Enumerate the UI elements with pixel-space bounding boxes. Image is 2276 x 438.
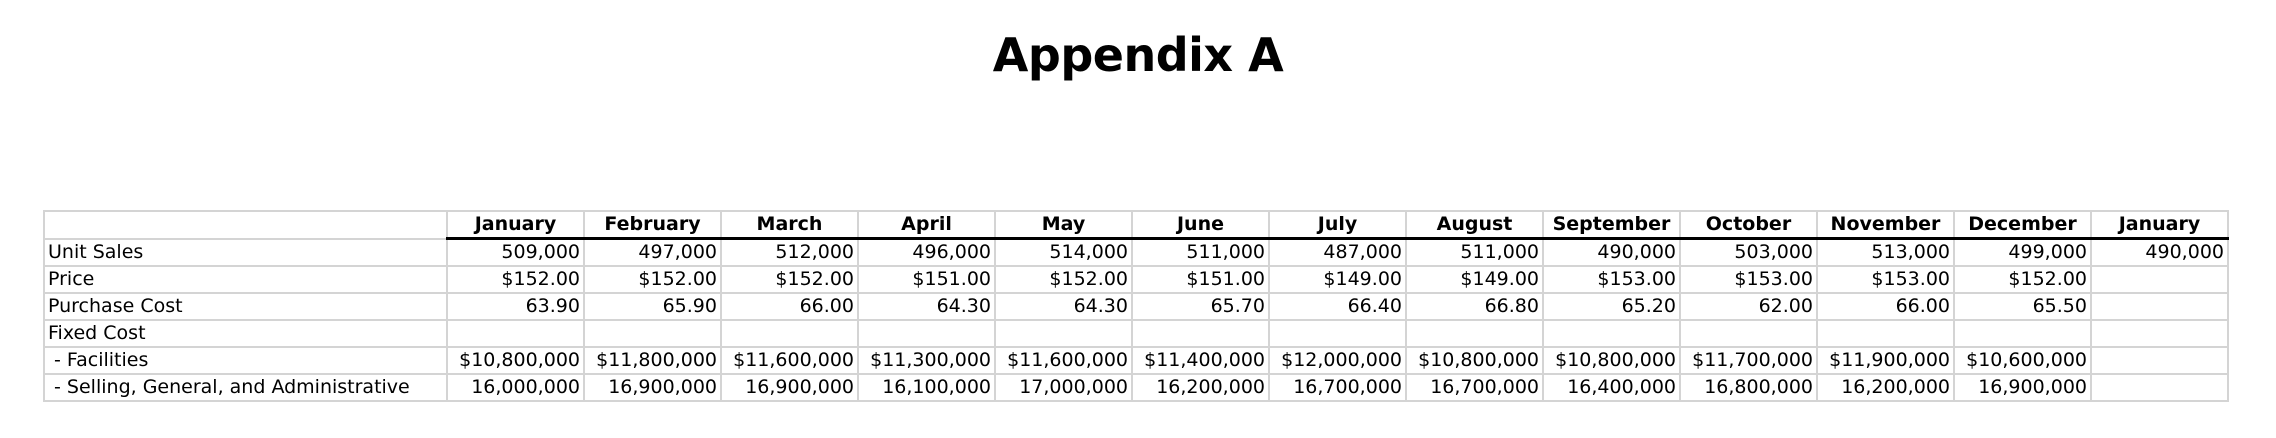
table-cell[interactable]: 16,200,000 bbox=[1132, 374, 1269, 401]
table-cell[interactable]: 496,000 bbox=[858, 239, 995, 267]
table-cell[interactable] bbox=[2091, 320, 2228, 347]
table-cell[interactable]: 16,800,000 bbox=[1680, 374, 1817, 401]
row-label[interactable]: - Facilities bbox=[44, 347, 447, 374]
table-cell[interactable]: 66.00 bbox=[721, 293, 858, 320]
table-cell[interactable]: $11,800,000 bbox=[584, 347, 721, 374]
table-cell[interactable] bbox=[1680, 320, 1817, 347]
table-cell[interactable]: $151.00 bbox=[858, 266, 995, 293]
table-cell[interactable]: 490,000 bbox=[2091, 239, 2228, 267]
table-cell[interactable]: 16,900,000 bbox=[1954, 374, 2091, 401]
table-cell[interactable]: 16,900,000 bbox=[584, 374, 721, 401]
table-cell[interactable]: 63.90 bbox=[447, 293, 584, 320]
table-cell[interactable]: 497,000 bbox=[584, 239, 721, 267]
table-cell[interactable]: 17,000,000 bbox=[995, 374, 1132, 401]
table-cell[interactable]: $10,800,000 bbox=[1406, 347, 1543, 374]
table-cell[interactable]: $12,000,000 bbox=[1269, 347, 1406, 374]
header-row bbox=[44, 211, 2228, 239]
table-cell[interactable]: 16,200,000 bbox=[1817, 374, 1954, 401]
table-cell[interactable]: 16,000,000 bbox=[447, 374, 584, 401]
table-cell[interactable]: 66.40 bbox=[1269, 293, 1406, 320]
table-cell[interactable]: 509,000 bbox=[447, 239, 584, 267]
row-label[interactable]: Purchase Cost bbox=[44, 293, 447, 320]
appendix-table bbox=[43, 210, 2229, 402]
table-cell[interactable]: 513,000 bbox=[1817, 239, 1954, 267]
table-row-sga bbox=[44, 374, 2228, 401]
table-cell[interactable]: $10,800,000 bbox=[447, 347, 584, 374]
table-cell[interactable]: $152.00 bbox=[1954, 266, 2091, 293]
table-cell[interactable]: 511,000 bbox=[1406, 239, 1543, 267]
row-label[interactable]: Price bbox=[44, 266, 447, 293]
page-title: Appendix A bbox=[992, 28, 1284, 82]
table-cell[interactable]: 66.00 bbox=[1817, 293, 1954, 320]
table-cell[interactable]: 64.30 bbox=[995, 293, 1132, 320]
table-cell[interactable] bbox=[1954, 320, 2091, 347]
table-row-fixed-cost bbox=[44, 320, 2228, 347]
table-cell[interactable] bbox=[584, 320, 721, 347]
header-month[interactable]: June bbox=[1132, 211, 1269, 239]
table-cell[interactable]: $151.00 bbox=[1132, 266, 1269, 293]
table-row-purchase-cost bbox=[44, 293, 2228, 320]
table-cell[interactable]: 66.80 bbox=[1406, 293, 1543, 320]
header-month[interactable]: April bbox=[858, 211, 995, 239]
header-month[interactable]: February bbox=[584, 211, 721, 239]
table-cell[interactable]: 65.20 bbox=[1543, 293, 1680, 320]
table-cell[interactable] bbox=[2091, 347, 2228, 374]
table-cell[interactable]: $153.00 bbox=[1680, 266, 1817, 293]
table-cell[interactable]: 511,000 bbox=[1132, 239, 1269, 267]
table-cell[interactable]: 503,000 bbox=[1680, 239, 1817, 267]
table-cell[interactable] bbox=[1406, 320, 1543, 347]
table-cell[interactable] bbox=[1269, 320, 1406, 347]
header-month[interactable]: November bbox=[1817, 211, 1954, 239]
table-cell[interactable]: $152.00 bbox=[721, 266, 858, 293]
table-cell[interactable]: 16,700,000 bbox=[1269, 374, 1406, 401]
header-month[interactable]: December bbox=[1954, 211, 2091, 239]
table-cell[interactable]: $11,600,000 bbox=[721, 347, 858, 374]
table-cell[interactable] bbox=[2091, 374, 2228, 401]
table-cell[interactable] bbox=[1132, 320, 1269, 347]
table-cell[interactable]: 64.30 bbox=[858, 293, 995, 320]
table-row-price bbox=[44, 266, 2228, 293]
table-cell[interactable] bbox=[858, 320, 995, 347]
table-row-unit-sales bbox=[44, 239, 2228, 267]
table-cell[interactable]: 62.00 bbox=[1680, 293, 1817, 320]
table-cell[interactable]: $152.00 bbox=[584, 266, 721, 293]
header-month[interactable]: July bbox=[1269, 211, 1406, 239]
table-cell[interactable]: 514,000 bbox=[995, 239, 1132, 267]
table-cell[interactable] bbox=[2091, 293, 2228, 320]
table-cell[interactable]: $11,900,000 bbox=[1817, 347, 1954, 374]
table-cell[interactable]: $153.00 bbox=[1817, 266, 1954, 293]
table-cell[interactable]: 16,400,000 bbox=[1543, 374, 1680, 401]
table-cell[interactable]: 499,000 bbox=[1954, 239, 2091, 267]
table-row-facilities bbox=[44, 347, 2228, 374]
table-cell[interactable]: 65.70 bbox=[1132, 293, 1269, 320]
table-cell[interactable]: $10,600,000 bbox=[1954, 347, 2091, 374]
table-cell[interactable] bbox=[995, 320, 1132, 347]
row-label[interactable]: Fixed Cost bbox=[44, 320, 447, 347]
table-cell[interactable]: 16,100,000 bbox=[858, 374, 995, 401]
table-cell[interactable]: $153.00 bbox=[1543, 266, 1680, 293]
header-month[interactable]: January bbox=[2091, 211, 2228, 239]
table-cell[interactable]: 16,900,000 bbox=[721, 374, 858, 401]
table-cell[interactable]: $10,800,000 bbox=[1543, 347, 1680, 374]
table-cell[interactable]: 487,000 bbox=[1269, 239, 1406, 267]
table-cell[interactable]: $152.00 bbox=[995, 266, 1132, 293]
table-cell[interactable]: $149.00 bbox=[1269, 266, 1406, 293]
table-cell[interactable]: 512,000 bbox=[721, 239, 858, 267]
row-label[interactable]: - Selling, General, and Administrative bbox=[44, 374, 447, 401]
table-cell[interactable]: 65.90 bbox=[584, 293, 721, 320]
table-cell[interactable] bbox=[1817, 320, 1954, 347]
table-cell[interactable] bbox=[1543, 320, 1680, 347]
header-month[interactable]: October bbox=[1680, 211, 1817, 239]
header-corner-cell[interactable] bbox=[44, 211, 447, 239]
header-month[interactable]: March bbox=[721, 211, 858, 239]
header-month[interactable]: May bbox=[995, 211, 1132, 239]
table-cell[interactable] bbox=[2091, 266, 2228, 293]
table-cell[interactable]: $11,600,000 bbox=[995, 347, 1132, 374]
table-cell[interactable]: $11,400,000 bbox=[1132, 347, 1269, 374]
row-label[interactable]: Unit Sales bbox=[44, 239, 447, 267]
table-cell[interactable]: $11,700,000 bbox=[1680, 347, 1817, 374]
table-cell[interactable] bbox=[721, 320, 858, 347]
table-cell[interactable]: $149.00 bbox=[1406, 266, 1543, 293]
table-cell[interactable]: 65.50 bbox=[1954, 293, 2091, 320]
table-cell[interactable]: 490,000 bbox=[1543, 239, 1680, 267]
header-month[interactable]: January bbox=[447, 211, 584, 239]
table-cell[interactable] bbox=[447, 320, 584, 347]
header-month[interactable]: September bbox=[1543, 211, 1680, 239]
table-cell[interactable]: $11,300,000 bbox=[858, 347, 995, 374]
table-cell[interactable]: 16,700,000 bbox=[1406, 374, 1543, 401]
table-cell[interactable]: $152.00 bbox=[447, 266, 584, 293]
header-month[interactable]: August bbox=[1406, 211, 1543, 239]
